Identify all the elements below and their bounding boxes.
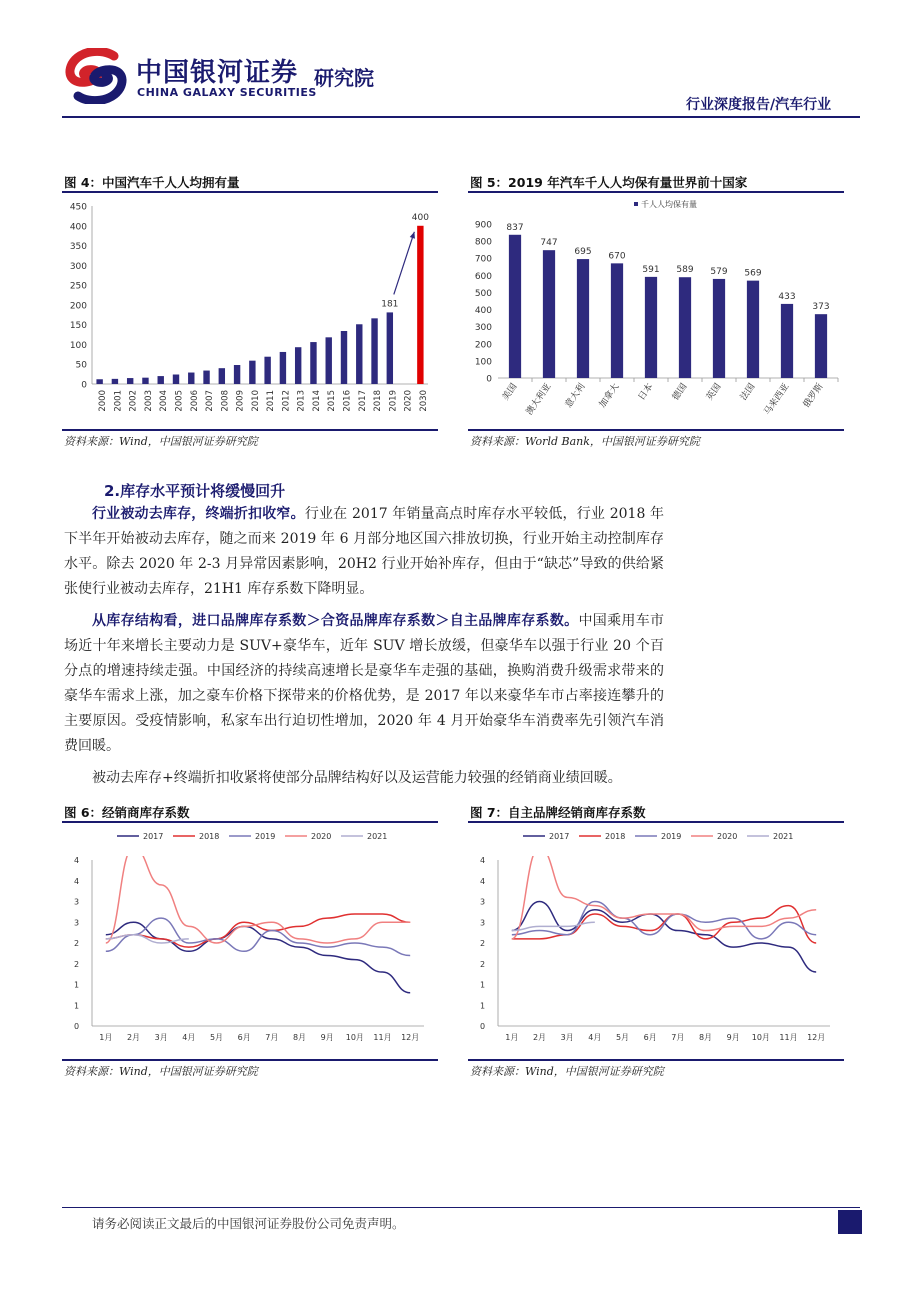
- x-tick-label: 2008: [220, 390, 231, 412]
- y-tick-label: 100: [69, 340, 87, 351]
- bar: [112, 379, 118, 384]
- legend-label: 2020: [311, 832, 332, 841]
- bar: [645, 277, 657, 378]
- x-tick-label: 7月: [265, 1033, 279, 1042]
- bar: [264, 357, 270, 384]
- x-tick-label: 9月: [320, 1033, 334, 1042]
- bar: [326, 337, 332, 384]
- y-tick-label: 800: [474, 237, 492, 248]
- paragraph-1-body: 行业在 2017 年销量高点时库存水平较低，行业 2018 年下半年开始被动去库存，随之而来 2019 年 6 月部分地区国六排放切换，行业开始主动控制库存水平。除去 2020 年 2-3 月异常因素影响，20H2 行业开始补库存，但由于“缺芯”导致的供给紧张使行业被动去库存，21H1 库存系数下降明显。: [64, 506, 664, 597]
- y-tick-label: 1: [74, 980, 80, 990]
- x-tick-label: 2014: [311, 390, 322, 412]
- data-label: 579: [710, 266, 728, 277]
- fig5-chart: [468, 194, 844, 428]
- x-tick-label: 2007: [205, 390, 216, 412]
- y-tick-label: 350: [69, 242, 87, 253]
- x-tick-label: 11月: [373, 1033, 392, 1042]
- legend-label: 2018: [199, 832, 220, 841]
- y-tick-label: 200: [474, 340, 492, 351]
- fig5-source: 资料来源：World Bank，中国银河证券研究院: [470, 435, 700, 448]
- legend-label: 2017: [143, 832, 164, 841]
- bar: [249, 361, 255, 384]
- paragraph-2-lead: 从库存结构看，进口品牌库存系数＞合资品牌库存系数＞自主品牌库存系数。: [92, 613, 579, 629]
- x-tick-label: 2019: [388, 390, 399, 412]
- y-tick-label: 400: [69, 222, 87, 233]
- bar: [543, 250, 555, 378]
- x-tick-label: 7月: [671, 1033, 685, 1042]
- y-tick-label: 2: [74, 959, 80, 969]
- fig4-bottom-rule: [62, 429, 438, 431]
- report-type: 行业深度报告/汽车行业: [686, 97, 832, 113]
- paragraph-3: 被动去库存+终端折扣收紧将使部分品牌结构好以及运营能力较强的经销商业绩回暖。: [92, 770, 622, 786]
- y-tick-label: 1: [74, 1001, 80, 1011]
- y-tick-label: 3: [480, 897, 486, 907]
- trend-arrow-line: [394, 232, 415, 295]
- x-tick-label: 2004: [159, 390, 170, 412]
- fig5-bottom-rule: [468, 429, 844, 431]
- fig4-source: 资料来源：Wind，中国银河证券研究院: [64, 435, 258, 448]
- legend-label: 2019: [255, 832, 276, 841]
- legend-label: 2020: [717, 832, 738, 841]
- y-tick-label: 250: [69, 281, 87, 292]
- x-tick-label: 5月: [209, 1033, 224, 1042]
- x-tick-label: 2012: [281, 390, 292, 412]
- x-tick-label: 2月: [532, 1033, 547, 1042]
- x-tick-label: 美国: [500, 381, 520, 403]
- galaxy-logo-icon: [64, 48, 128, 104]
- x-tick-label: 德国: [670, 381, 690, 403]
- y-tick-label: 4: [74, 876, 80, 886]
- fig4-title: 图 4：中国汽车千人人均拥有量: [64, 175, 240, 190]
- logo: [64, 48, 404, 104]
- bar: [371, 318, 377, 384]
- x-tick-label: 2000: [98, 390, 109, 412]
- bar: [747, 281, 759, 378]
- x-tick-label: 2017: [357, 390, 368, 412]
- x-tick-label: 2020: [403, 390, 414, 412]
- y-tick-label: 0: [486, 374, 492, 385]
- logo-english-name: CHINA GALAXY SECURITIES: [137, 86, 317, 99]
- x-tick-label: 1月: [505, 1033, 519, 1042]
- x-tick-label: 12月: [807, 1033, 826, 1042]
- fig6-bottom-rule: [62, 1059, 438, 1061]
- y-tick-label: 0: [81, 380, 87, 391]
- bar: [158, 376, 164, 384]
- bar: [509, 235, 521, 378]
- y-tick-label: 1: [480, 1001, 486, 1011]
- bar: [341, 331, 347, 384]
- bar: [577, 259, 589, 378]
- footer-disclaimer: 请务必阅读正文最后的中国银河证券股份公司免责声明。: [92, 1216, 405, 1231]
- paragraph-2-body: 中国乘用车市场近十年来增长主要动力是 SUV+豪华车，近年 SUV 增长放缓，但豪华车以强于行业 20 个百分点的增速持续走强。中国经济的持续高速增长是豪华车走强的基础，换购消费升级需求带来的豪华车需求上涨，加之豪车价格下探带来的价格优势，是 2017 年以来豪华车市占率接连攀升的主要原因。受疫情影响，私家车出行迫切性增加，2020 年 4 月开始豪华车消费率先引领汽车消费回暖。: [64, 613, 665, 754]
- y-tick-label: 600: [474, 271, 492, 282]
- data-label: 400: [411, 212, 429, 223]
- x-tick-label: 4月: [588, 1033, 602, 1042]
- x-tick-label: 5月: [615, 1033, 630, 1042]
- bar: [295, 347, 301, 384]
- x-tick-label: 8月: [698, 1033, 713, 1042]
- data-label: 589: [676, 265, 694, 276]
- legend-label: 2019: [661, 832, 682, 841]
- x-tick-label: 2011: [266, 390, 277, 412]
- y-tick-label: 150: [69, 321, 87, 332]
- legend-label: 2017: [549, 832, 570, 841]
- x-tick-label: 2016: [342, 390, 353, 412]
- section-title: 2.库存水平预计将缓慢回升: [104, 482, 286, 500]
- trend-arrow-head: [410, 232, 415, 239]
- footer-divider: [62, 1207, 860, 1208]
- x-tick-label: 马来西亚: [762, 381, 792, 418]
- y-tick-label: 4: [480, 876, 486, 886]
- data-label: 373: [812, 302, 830, 313]
- data-label: 747: [540, 238, 558, 249]
- bar: [142, 378, 148, 384]
- bar: [713, 279, 725, 378]
- y-tick-label: 300: [69, 261, 87, 272]
- x-tick-label: 2010: [250, 390, 261, 412]
- data-label: 837: [506, 222, 524, 233]
- bar: [310, 342, 316, 384]
- x-tick-label: 4月: [182, 1033, 196, 1042]
- x-tick-label: 2001: [113, 390, 124, 412]
- x-tick-label: 2013: [296, 390, 307, 412]
- bar: [188, 373, 194, 384]
- x-tick-label: 日本: [636, 381, 656, 403]
- x-tick-label: 2018: [373, 390, 384, 412]
- x-tick-label: 6月: [643, 1033, 657, 1042]
- y-tick-label: 4: [74, 856, 80, 865]
- bar: [387, 312, 393, 384]
- x-tick-label: 2002: [128, 390, 139, 412]
- bar: [96, 379, 102, 384]
- data-label: 591: [642, 264, 660, 275]
- y-tick-label: 50: [75, 360, 87, 371]
- x-tick-label: 英国: [704, 381, 724, 403]
- data-label: 433: [778, 291, 796, 302]
- bar: [219, 368, 225, 384]
- series-line-2021: [512, 922, 595, 930]
- bar: [127, 378, 133, 384]
- bar: [417, 226, 423, 384]
- paragraph-1-lead: 行业被动去库存，终端折扣收窄。: [92, 506, 305, 522]
- data-label: 695: [574, 247, 592, 258]
- y-tick-label: 2: [74, 939, 80, 948]
- data-label: 569: [744, 268, 762, 279]
- x-tick-label: 2015: [327, 390, 338, 412]
- paragraph-1: [64, 502, 664, 602]
- bar: [679, 277, 691, 378]
- fig4-top-rule: [62, 191, 438, 193]
- fig6-source: 资料来源：Wind，中国银河证券研究院: [64, 1065, 258, 1078]
- fig5-top-rule: [468, 191, 844, 193]
- bar: [280, 352, 286, 384]
- bar: [203, 371, 209, 384]
- fig7-bottom-rule: [468, 1059, 844, 1061]
- series-line-2021: [106, 935, 189, 943]
- y-tick-label: 0: [74, 1022, 80, 1031]
- institute-label: 研究院: [314, 66, 374, 90]
- x-tick-label: 2006: [189, 390, 200, 412]
- bar: [173, 375, 179, 384]
- x-tick-label: 俄罗斯: [801, 381, 826, 410]
- x-tick-label: 加拿大: [597, 381, 622, 410]
- page-number-block: [838, 1210, 862, 1234]
- series-line-2019: [512, 902, 816, 939]
- fig6-top-rule: [62, 821, 438, 823]
- data-label: 670: [608, 251, 626, 262]
- x-tick-label: 2009: [235, 390, 246, 412]
- fig6-title: 图 6：经销商库存系数: [64, 805, 190, 820]
- y-tick-label: 1: [480, 980, 486, 990]
- x-tick-label: 法国: [738, 381, 758, 403]
- x-tick-label: 8月: [292, 1033, 307, 1042]
- bar: [356, 324, 362, 384]
- paragraph-2: [64, 609, 664, 759]
- fig6-chart: [62, 824, 438, 1058]
- x-tick-label: 6月: [237, 1033, 251, 1042]
- series-line-2017: [512, 902, 816, 973]
- x-tick-label: 12月: [401, 1033, 420, 1042]
- bar: [611, 263, 623, 378]
- x-tick-label: 2003: [143, 390, 154, 412]
- series-line-2020: [106, 848, 410, 943]
- x-tick-label: 11月: [779, 1033, 798, 1042]
- y-tick-label: 4: [480, 856, 486, 865]
- y-tick-label: 0: [480, 1022, 486, 1031]
- y-tick-label: 2: [480, 939, 486, 948]
- fig5-title: 图 5：2019 年汽车千人人均保有量世界前十国家: [470, 175, 748, 190]
- x-tick-label: 9月: [726, 1033, 740, 1042]
- x-tick-label: 2030: [418, 390, 429, 412]
- legend-label: 2021: [773, 832, 794, 841]
- fig4-chart: [62, 194, 438, 428]
- x-tick-label: 1月: [99, 1033, 113, 1042]
- legend-label: 2018: [605, 832, 626, 841]
- fig7-chart: [468, 824, 844, 1058]
- bar: [781, 304, 793, 378]
- header-divider: [62, 116, 860, 118]
- y-tick-label: 3: [74, 897, 80, 907]
- y-tick-label: 400: [474, 306, 492, 317]
- y-tick-label: 100: [474, 357, 492, 368]
- logo-chinese-name: 中国银河证券: [136, 58, 299, 88]
- bar: [234, 365, 240, 384]
- x-tick-label: 澳大利亚: [524, 381, 554, 418]
- fig7-source: 资料来源：Wind，中国银河证券研究院: [470, 1065, 664, 1078]
- y-tick-label: 3: [480, 918, 486, 928]
- y-tick-label: 3: [74, 918, 80, 928]
- y-tick-label: 200: [69, 301, 87, 312]
- legend-label: 千人人均保有量: [641, 200, 697, 209]
- x-tick-label: 2005: [174, 390, 185, 412]
- x-tick-label: 意大利: [563, 381, 588, 410]
- y-tick-label: 900: [474, 220, 492, 231]
- legend-swatch: [634, 202, 638, 206]
- x-tick-label: 10月: [751, 1033, 770, 1042]
- y-tick-label: 450: [69, 202, 87, 213]
- legend-label: 2021: [367, 832, 388, 841]
- fig7-title: 图 7：自主品牌经销商库存系数: [470, 805, 646, 820]
- bar: [815, 314, 827, 378]
- fig7-top-rule: [468, 821, 844, 823]
- x-tick-label: 3月: [154, 1033, 168, 1042]
- y-tick-label: 2: [480, 959, 486, 969]
- x-tick-label: 3月: [560, 1033, 574, 1042]
- y-tick-label: 700: [474, 254, 492, 265]
- series-line-2017: [106, 922, 410, 993]
- y-tick-label: 500: [474, 288, 492, 299]
- x-tick-label: 10月: [345, 1033, 364, 1042]
- x-tick-label: 2月: [126, 1033, 141, 1042]
- data-label: 181: [381, 299, 399, 310]
- y-tick-label: 300: [474, 323, 492, 334]
